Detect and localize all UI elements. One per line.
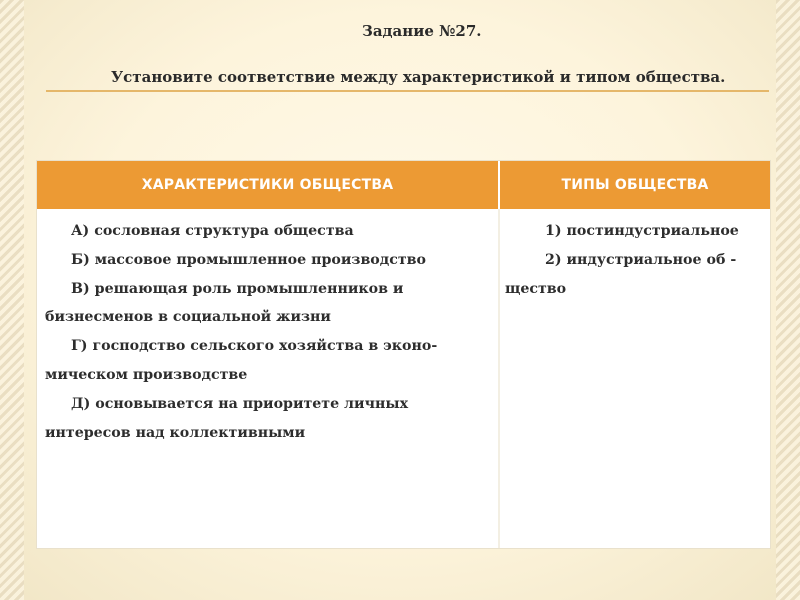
task-number: Задание №27.	[362, 22, 482, 40]
characteristics-cell	[45, 217, 493, 447]
task-statement: Установите соответствие между характеристикой и типом общества.	[111, 68, 726, 86]
table-header-row	[37, 161, 770, 209]
header-types: ТИПЫ ОБЩЕСТВА	[500, 161, 770, 209]
type-2-line1: 2) индустриальное об -	[545, 251, 737, 268]
characteristic-d-line2: интересов над коллективными	[45, 424, 306, 441]
type-2-line2: щество	[505, 280, 567, 297]
header-characteristics: ХАРАКТЕРИСТИКИ ОБЩЕСТВА	[37, 161, 498, 209]
characteristic-v-line1: В) решающая роль промышленников и	[71, 280, 404, 297]
column-divider	[498, 209, 500, 548]
characteristic-g-line1: Г) господство сельского хозяйства в эконо-	[71, 338, 438, 355]
types-cell	[505, 217, 767, 303]
type-1: 1) постиндустриальное	[545, 223, 739, 239]
characteristic-a: А) сословная структура общества	[71, 223, 354, 239]
title-divider	[46, 90, 769, 92]
characteristic-g-line2: мическом производстве	[45, 366, 248, 383]
right-stripes-decoration	[776, 0, 800, 600]
characteristic-d-line1: Д) основывается на приоритете личных	[71, 395, 409, 412]
characteristic-b: Б) массовое промышленное производство	[71, 251, 426, 268]
matching-table	[37, 161, 770, 548]
characteristic-v-line2: бизнесменов в социальной жизни	[45, 309, 331, 326]
left-stripes-decoration	[0, 0, 24, 600]
